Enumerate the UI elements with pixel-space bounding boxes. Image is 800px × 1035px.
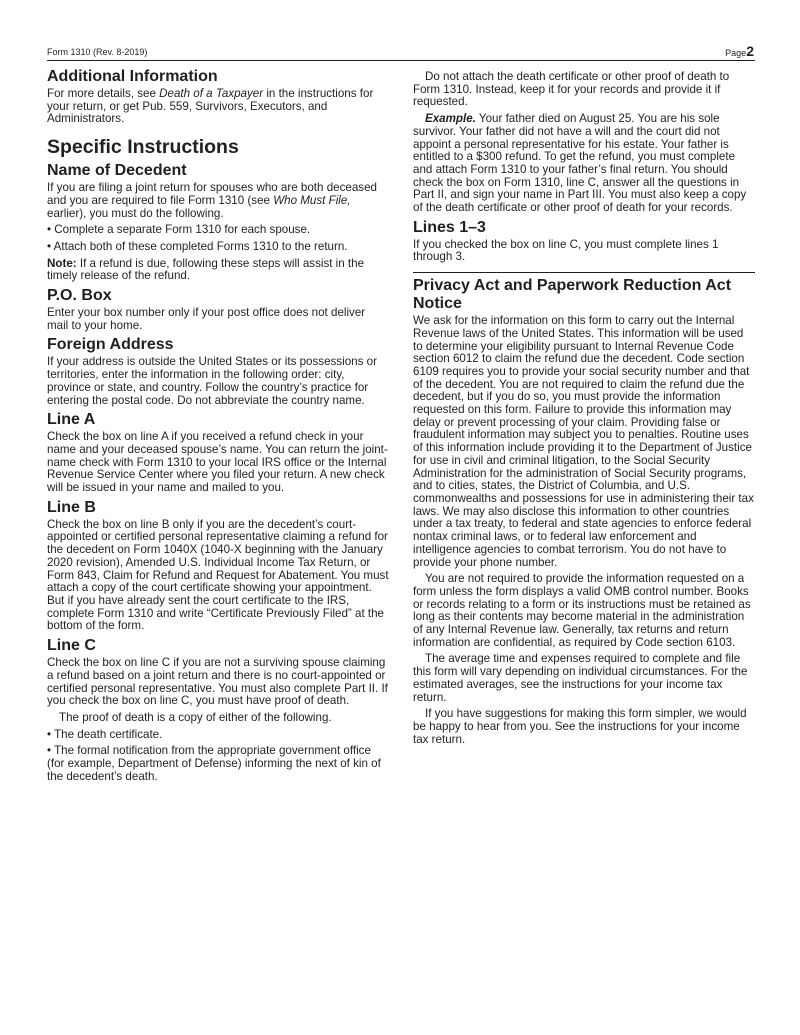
line-c-bullet: • The formal notification from the appropriate government office (for example, Department of Defense) informing the next of kin of the decedent’s death. [47,744,381,783]
proof-text: Do not attach the death certificate or other proof of death to Form 1310. Instead, keep it for your records and provide it if requested. [413,70,730,109]
additional-text: For more details, see Death of a Taxpayer in the instructions for your return, or get Pub. 559, Survivors, Executors, and Administrators. [47,87,374,126]
heading-line-a: Line A [47,411,96,429]
line-c-text: Check the box on line C if you are not a surviving spouse claiming a refund based on a joint return and there is no court-appointed or certified personal representative. You must also complete Part II. If you check the box on line C, you must have proof of death. [47,656,388,708]
name-bullet: • Attach both of these completed Forms 1310 to the return. [47,239,348,253]
right-column [413,68,755,750]
foreign-text: If your address is outside the United States or its possessions or territories, enter the information in the following order: city, province or state, and country. Follow the country’s practice for entering the postal code. Do not abbreviate the country name. [47,355,377,407]
heading-line-c: Line C [47,637,96,655]
heading-name: Name of Decedent [47,162,187,180]
heading-additional: Additional Information [47,68,218,85]
section-divider [413,272,755,273]
heading-line-b: Line B [47,498,96,516]
page-num: 2 [746,43,754,59]
example-text: Example. Your father died on August 25. You are his sole survivor. Your father did not have a will and the court did not appoint a personal representative for his estate. Your father is entitled to a $300 refund. To get the refund, you must complete and attach Form 1310 to your father’s final return. You should check the box on Form 1310, line C, answer all the questions in Part II, and sign your name in Part III. You must also keep a copy of the death certificate or other proof of death for your records. [413,112,747,215]
page-label: Page [725,48,747,58]
page-number [725,43,754,59]
lines-1-3-text: If you checked the box on line C, you must complete lines 1 through 3. [413,237,719,264]
name-note: Note: If a refund is due, following these steps will assist in the timely release of the refund. [47,256,365,283]
heading-specific: Specific Instructions [47,136,239,159]
header-rule [47,60,755,61]
privacy-text: The average time and expenses required to complete and file this form will vary depending on individual circumstances. For the estimated averages, see the instructions for your income tax return. [413,652,748,704]
form-id: Form 1310 (Rev. 8-2019) [47,47,148,57]
heading-foreign: Foreign Address [47,336,174,354]
name-text: If you are filing a joint return for spouses who are both deceased and you are required to file Form 1310 (see Who Must File, earlier), you must do the following. [47,181,377,220]
line-c-text: The proof of death is a copy of either of the following. [59,710,332,724]
heading-privacy: Privacy Act and Paperwork Reduction Act Notice [413,277,732,313]
privacy-text: We ask for the information on this form to carry out the Internal Revenue laws of the United States. This information will be used to determine your eligibility pursuant to Internal Revenue Code section 6012 to claim the refund due the decedent. Code section 6109 requires you to provide your social security number and that of the decedent. You are not required to claim the refund due the decedent, but if you do so, you must provide the information requested on this form. Failure to provide this information may delay or prevent processing of your claim. Providing false or fraudulent information may subject you to penalties. Routine uses of this information include providing it to the Department of Justice for use in civil and criminal litigation, to the Social Security Administration for the administration of Social Security programs, and to cities, states, the District of Columbia, and U.S. commonwealths and possessions for use in administering their tax laws. We may also disclose this information to other countries under a tax treaty, to federal and state agencies to enforce federal nontax criminal laws, or to federal law enforcement and intelligence agencies to combat terrorism. You do not have to provide your phone number. [413,314,754,569]
line-c-bullet: • The death certificate. [47,727,163,741]
name-bullet: • Complete a separate Form 1310 for each spouse. [47,223,311,237]
heading-pobox: P.O. Box [47,287,112,305]
left-column [47,68,389,787]
pobox-text: Enter your box number only if your post office does not deliver mail to your home. [47,306,366,332]
heading-lines-1-3: Lines 1–3 [413,218,486,236]
privacy-text: If you have suggestions for making this form simpler, we would be happy to hear from you. See the instructions for your income tax return. [413,707,747,746]
line-b-text: Check the box on line B only if you are the decedent’s court-appointed or certified personal representative claiming a refund for the decedent on Form 1040X (1040-X beginning with the January 2020 revision), Amended U.S. Individual Income Tax Return, or Form 843, Claim for Refund and Request for Abatement. You must attach a copy of the court certificate showing your appointment. But if you have already sent the court certificate to the IRS, complete Form 1310 and write “Certificate Previously Filed” at the bottom of the form. [47,517,389,633]
privacy-text: You are not required to provide the information requested on a form unless the form displays a valid OMB control number. Books or records relating to a form or its instructions must be retained as long as their contents may become material in the administration of any Internal Revenue law. Generally, tax returns and return information are confidential, as required by Code section 6103. [413,572,751,649]
line-a-text: Check the box on line A if you received a refund check in your name and your deceased spouse’s name. You can return the joint-name check with Form 1310 to your local IRS office or the Internal Revenue Service Center where you filed your return. A new check will be issued in your name and mailed to you. [47,430,388,495]
